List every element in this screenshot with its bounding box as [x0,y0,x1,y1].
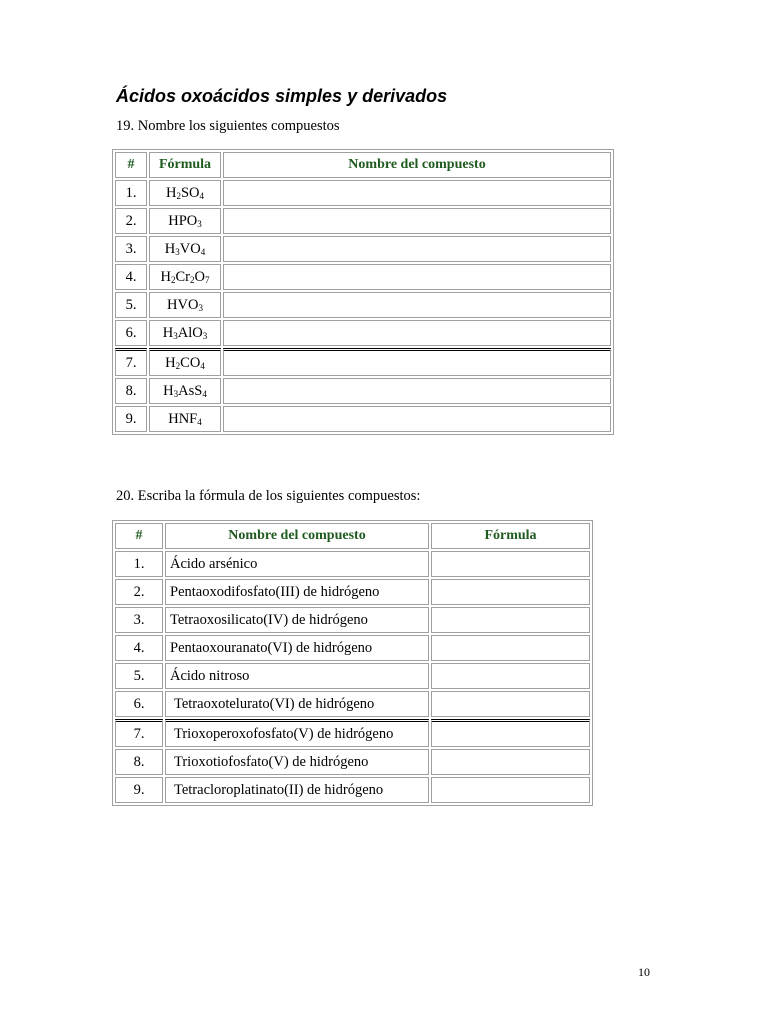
formula-cell: $HPO_3$ [149,208,221,234]
row-number: 7. [115,719,163,747]
row-number: 7. [115,348,147,376]
answer-cell[interactable] [223,180,611,206]
row-number: 8. [115,749,163,775]
table-row [115,264,611,290]
table-row [115,607,590,633]
table-19 [112,149,614,435]
answer-cell[interactable] [223,378,611,404]
question-19-prompt: 19. Nombre los siguientes compuestos [116,118,340,134]
row-number: 1. [115,180,147,206]
compound-name-cell: Tetraoxosilicato(IV) de hidrógeno [165,607,429,633]
answer-cell[interactable] [431,607,590,633]
answer-cell[interactable] [223,264,611,290]
table-row [115,378,611,404]
row-number: 2. [115,579,163,605]
row-number: 4. [115,264,147,290]
table-row [115,635,590,661]
answer-cell[interactable] [223,320,611,346]
formula-cell: $H_3VO_4$ [149,236,221,262]
table-20 [112,520,593,806]
answer-cell[interactable] [431,749,590,775]
header-formula: Fórmula [149,152,221,178]
formula-cell: $H_2Cr_2O_7$ [149,264,221,290]
table-row [115,406,611,432]
table-20-header-row [115,523,590,549]
table-row [115,579,590,605]
compound-name-cell: Pentaoxodifosfato(III) de hidrógeno [165,579,429,605]
answer-cell[interactable] [431,551,590,577]
table-row [115,320,611,346]
compound-name-cell: Trioxoperoxofosfato(V) de hidrógeno [165,719,429,747]
compound-name-cell: Trioxotiofosfato(V) de hidrógeno [165,749,429,775]
row-number: 6. [115,320,147,346]
answer-cell[interactable] [431,579,590,605]
table-row [115,348,611,376]
answer-cell[interactable] [431,777,590,803]
page-number: 10 [638,965,650,979]
row-number: 9. [115,777,163,803]
formula-cell: $H_3AsS_4$ [149,378,221,404]
formula-cell: $H_3AlO_3$ [149,320,221,346]
answer-cell[interactable] [223,348,611,376]
row-number: 5. [115,292,147,318]
answer-cell[interactable] [223,292,611,318]
table-row [115,663,590,689]
table-row [115,719,590,747]
header-num: # [115,152,147,178]
header-name: Nombre del compuesto [165,523,429,549]
answer-cell[interactable] [223,406,611,432]
table-row [115,180,611,206]
row-number: 9. [115,406,147,432]
formula-cell: $H_2CO_4$ [149,348,221,376]
row-number: 2. [115,208,147,234]
row-number: 5. [115,663,163,689]
answer-cell[interactable] [431,635,590,661]
compound-name-cell: Pentaoxouranato(VI) de hidrógeno [165,635,429,661]
row-number: 4. [115,635,163,661]
answer-cell[interactable] [431,719,590,747]
compound-name-cell: Tetracloroplatinato(II) de hidrógeno [165,777,429,803]
table-row [115,691,590,717]
row-number: 1. [115,551,163,577]
header-num: # [115,523,163,549]
formula-cell: $H_2SO_4$ [149,180,221,206]
table-row [115,208,611,234]
table-row [115,236,611,262]
compound-name-cell: Tetraoxotelurato(VI) de hidrógeno [165,691,429,717]
compound-name-cell: Ácido nitroso [165,663,429,689]
formula-cell: $HNF_4$ [149,406,221,432]
table-19-header-row [115,152,611,178]
header-name: Nombre del compuesto [223,152,611,178]
header-formula: Fórmula [431,523,590,549]
table-row [115,749,590,775]
table-row [115,777,590,803]
answer-cell[interactable] [223,236,611,262]
row-number: 6. [115,691,163,717]
section-title: Ácidos oxoácidos simples y derivados [116,86,448,106]
question-20-prompt: 20. Escriba la fórmula de los siguientes compuestos: [116,488,421,504]
answer-cell[interactable] [223,208,611,234]
table-row [115,292,611,318]
formula-cell: $HVO_3$ [149,292,221,318]
answer-cell[interactable] [431,691,590,717]
compound-name-cell: Ácido arsénico [165,551,429,577]
answer-cell[interactable] [431,663,590,689]
row-number: 3. [115,607,163,633]
row-number: 3. [115,236,147,262]
table-row [115,551,590,577]
row-number: 8. [115,378,147,404]
